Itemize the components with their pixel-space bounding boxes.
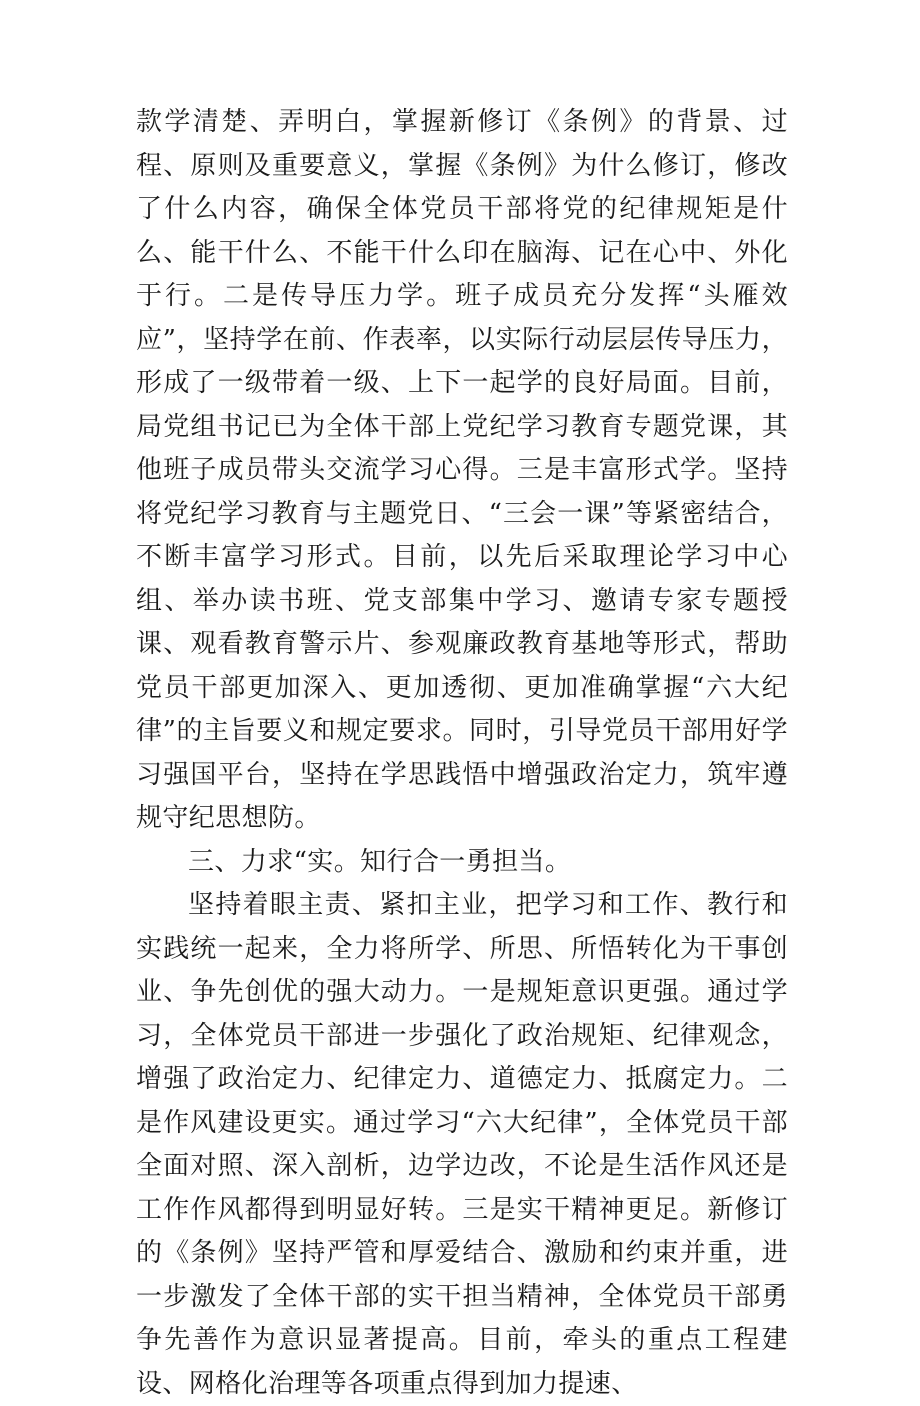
document-body [136,101,788,1406]
section-heading: 三、力求“实。知行合一勇担当。 [188,846,572,877]
paragraph-continuation: 款学清楚、弄明白，掌握新修订《条例》的背景、过程、原则及重要意义，掌握《条例》为什么修订，修改了什么内容，确保全体党员干部将党的纪律规矩是什么、能干什么、不能干什么印在脑海、记在心中、外化于行。二是传导压力学。班子成员充分发挥“头雁效应”，坚持学在前、作表率，以实际行动层层传导压力，形成了一级带着一级、上下一起学的良好局面。目前，局党组书记已为全体干部上党纪学习教育专题党课，其他班子成员带头交流学习心得。三是丰富形式学。坚持将党纪学习教育与主题党日、“三会一课”等紧密结合，不断丰富学习形式。目前，以先后采取理论学习中心组、举办读书班、党支部集中学习、邀请专家专题授课、观看教育警示片、参观廉政教育基地等形式，帮助党员干部更加深入、更加透彻、更加准确掌握“六大纪律”的主旨要义和规定要求。同时，引导党员干部用好学习强国平台，坚持在学思践悟中增强政治定力，筑牢遵规守纪思想防。 [136,107,788,833]
paragraph-body: 坚持着眼主责、紧扣主业，把学习和工作、教行和实践统一起来，全力将所学、所思、所悟转化为干事创业、争先创优的强大动力。一是规矩意识更强。通过学习，全体党员干部进一步强化了政治规矩、纪律观念，增强了政治定力、纪律定力、道德定力、抵腐定力。二是作风建设更实。通过学习“六大纪律”，全体党员干部全面对照、深入剖析，边学边改，不论是生活作风还是工作作风都得到明显好转。三是实干精神更足。新修订的《条例》坚持严管和厚爱结合、激励和约束并重，进一步激发了全体干部的实干担当精神，全体党员干部勇争先善作为意识显著提高。目前，牵头的重点工程建设、网格化治理等各项重点得到加力提速、 [136,890,788,1399]
